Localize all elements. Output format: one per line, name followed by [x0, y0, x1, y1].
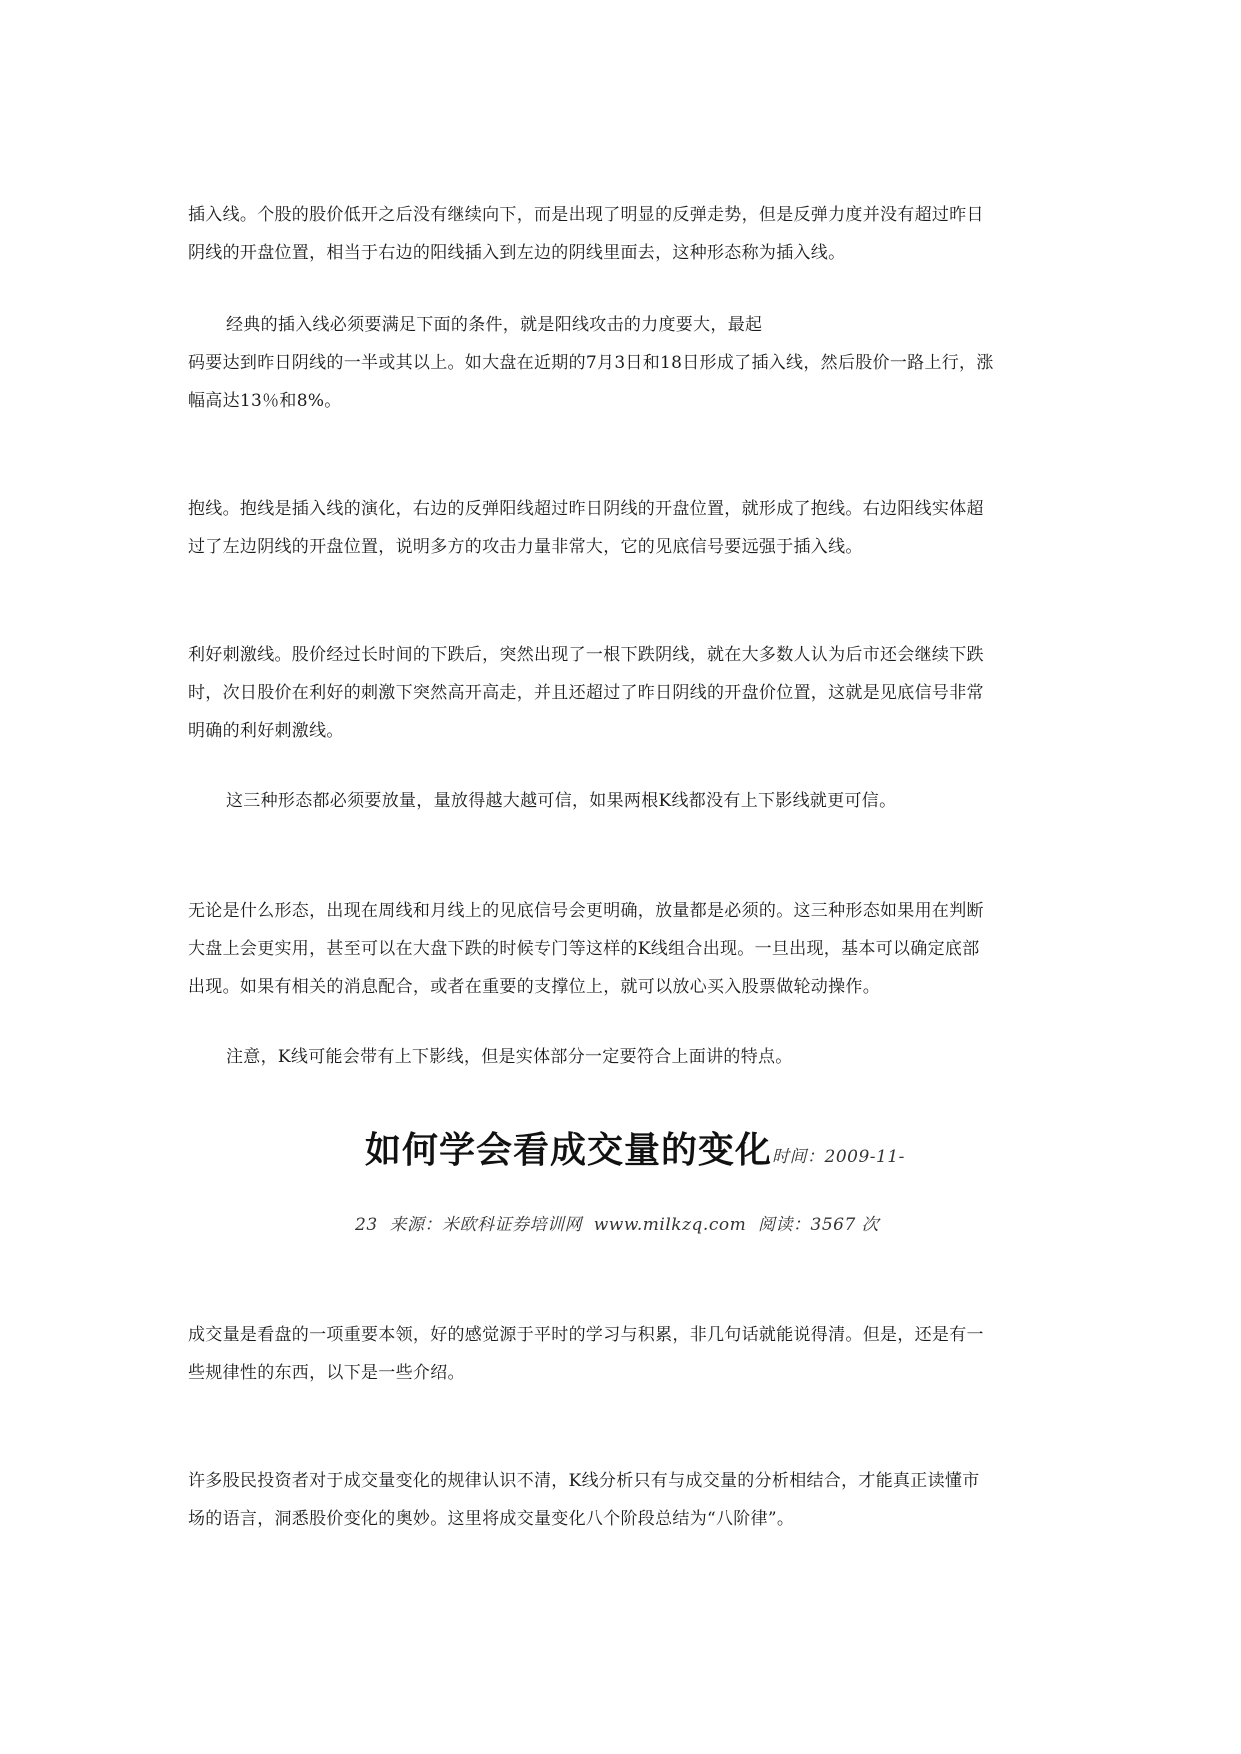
article-title-text: 如何学会看成交量的变化	[365, 1129, 773, 1171]
text-line: 成交量是看盘的一项重要本领，好的感觉源于平时的学习与积累，非几句话就能说得清。但是，还是有一	[188, 1325, 984, 1345]
article-time: 时间：2009-11-	[772, 1147, 905, 1167]
text-line: 注意，K线可能会带有上下影线，但是实体部分一定要符合上面讲的特点。	[226, 1047, 793, 1067]
text-line: 利好刺激线。股价经过长时间的下跌后，突然出现了一根下跌阴线，就在大多数人认为后市还会继续下跌	[188, 645, 984, 665]
text-line: 些规律性的东西，以下是一些介绍。	[188, 1363, 465, 1383]
paragraph-insertion-conditions	[188, 306, 1060, 420]
text-line: 抱线。抱线是插入线的演化，右边的反弹阳线超过昨日阴线的开盘位置，就形成了抱线。右边阳线实体超	[188, 499, 984, 519]
article-meta: 23 来源：米欧科证券培训网 www.milkzq.com 阅读：3567 次	[355, 1215, 880, 1235]
paragraph-weekly-monthly	[188, 892, 1060, 1006]
paragraph-eight-stages	[188, 1462, 1060, 1538]
paragraph-embrace-line	[188, 490, 1060, 566]
paragraph-good-news-line	[188, 636, 1060, 750]
text-line: 无论是什么形态，出现在周线和月线上的见底信号会更明确，放量都是必须的。这三种形态如果用在判断	[188, 901, 984, 921]
paragraph-volume-intro	[188, 1316, 1060, 1392]
text-line: 这三种形态都必须要放量，量放得越大越可信，如果两根K线都没有上下影线就更可信。	[226, 791, 897, 811]
text-line: 许多股民投资者对于成交量变化的规律认识不清，K线分析只有与成交量的分析相结合，才能真正读懂市	[188, 1471, 980, 1491]
text-line: 场的语言，洞悉股价变化的奥妙。这里将成交量变化八个阶段总结为“八阶律”。	[188, 1509, 795, 1529]
text-line: 明确的利好刺激线。	[188, 721, 344, 741]
text-line: 大盘上会更实用，甚至可以在大盘下跌的时候专门等这样的K线组合出现。一旦出现，基本可以确定底部	[188, 939, 980, 959]
paragraph-insertion-line	[188, 196, 1060, 272]
text-line: 经典的插入线必须要满足下面的条件，就是阳线攻击的力度要大，最起	[226, 315, 763, 335]
text-line: 时，次日股价在利好的刺激下突然高开高走，并且还超过了昨日阴线的开盘价位置，这就是见底信号非常	[188, 683, 984, 703]
paragraph-caution	[188, 1038, 1060, 1076]
text-line: 过了左边阴线的开盘位置，说明多方的攻击力量非常大，它的见底信号要远强于插入线。	[188, 537, 863, 557]
text-line: 插入线。个股的股价低开之后没有继续向下，而是出现了明显的反弹走势，但是反弹力度并没有超过昨日	[188, 205, 984, 225]
text-line: 码要达到昨日阴线的一半或其以上。如大盘在近期的7月3日和18日形成了插入线，然后股价一路上行，涨	[188, 353, 994, 373]
article-title	[365, 1122, 905, 1173]
text-line: 幅高达13％和8%。	[188, 391, 342, 411]
paragraph-volume-note	[188, 782, 1060, 820]
text-line: 阴线的开盘位置，相当于右边的阳线插入到左边的阴线里面去，这种形态称为插入线。	[188, 243, 846, 263]
text-line: 出现。如果有相关的消息配合，或者在重要的支撑位上，就可以放心买入股票做轮动操作。	[188, 977, 880, 997]
